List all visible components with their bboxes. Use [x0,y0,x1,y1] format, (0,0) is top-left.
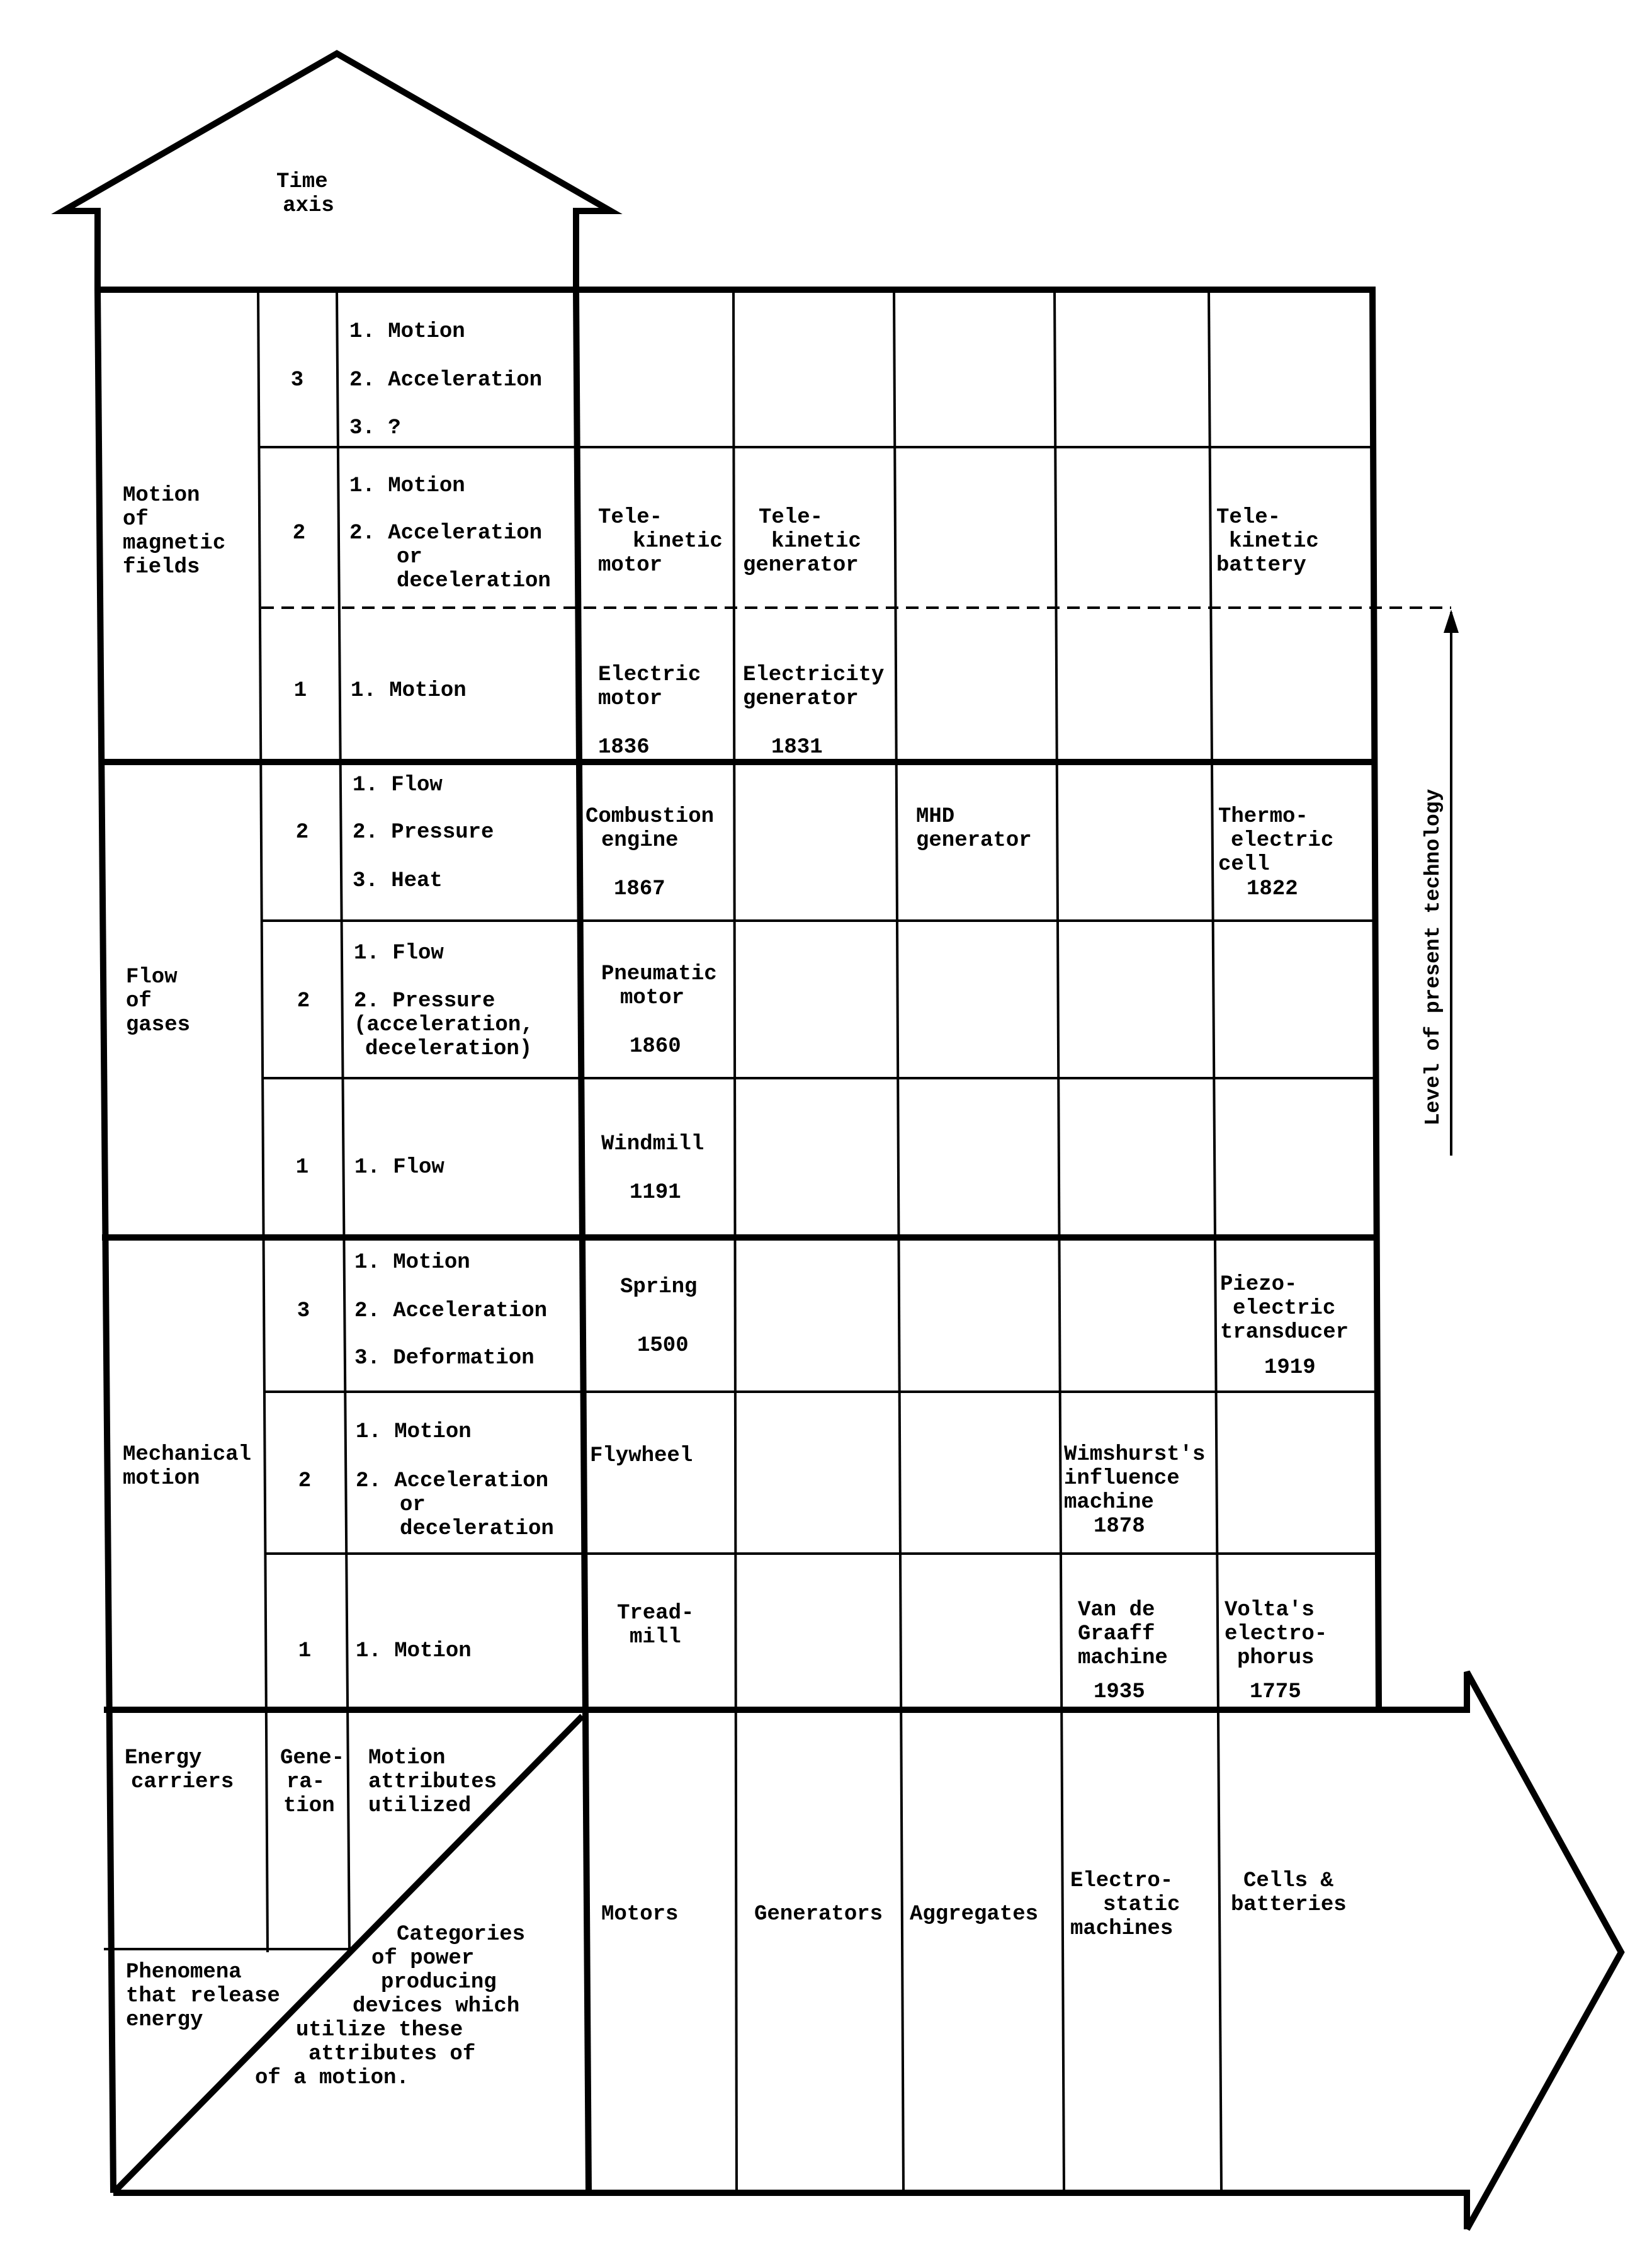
left-block-divider [576,290,589,2193]
carrier-mechanical-motion: Mechanical motion [123,1443,252,1491]
attributes-row-5: 1. Flow 2. Pressure (acceleration, deceleration) [354,941,534,1061]
device-voltas-electrophorus: Volta's electro- phorus 1775 [1225,1598,1328,1704]
generation-number: 1 [295,1156,309,1180]
header-device-categories: Categories of power producing devices which utilize these attributes of of a motion. [255,1923,526,2090]
attributes-row-7: 1. Motion 2. Acceleration 3. Deformation [354,1251,548,1370]
generation-column [291,368,311,1663]
attributes-row-2: 1. Motion 2. Acceleration or deceleration [349,474,551,593]
carrier-flow-of-gases: Flow of gases [126,965,191,1037]
header-phenomena: Phenomena that release energy [126,1960,280,2032]
generation-number: 1 [298,1639,312,1663]
time-axis-label: Time axis [276,170,334,218]
device-van-de-graaff: Van de Graaff machine 1935 [1078,1598,1168,1704]
device-telekinetic-generator: Tele- kinetic generator [743,506,861,577]
column-motors: Motors [601,1902,679,1926]
device-thermoelectric-cell: Thermo- electric cell 1822 [1218,805,1334,901]
column-aggregates: Aggregates [910,1902,1039,1926]
generation-number: 2 [297,989,310,1013]
device-electric-motor: Electric motor 1836 [598,663,701,759]
device-pneumatic-motor: Pneumatic motor 1860 [601,962,717,1059]
column-electrostatic-machines: Electro- static machines [1070,1869,1180,1941]
attributes-row-9: 1. Motion [356,1639,472,1663]
device-piezoelectric-transducer: Piezo- electric transducer 1919 [1220,1273,1349,1380]
generation-number: 2 [295,821,309,844]
attributes-row-8: 1. Motion 2. Acceleration or deceleration [356,1420,554,1541]
attributes-row-4: 1. Flow 2. Pressure 3. Heat [353,773,494,893]
device-spring: Spring 1500 [620,1275,698,1358]
attributes-row-3: 1. Motion [351,679,467,703]
column-generators: Generators [754,1902,883,1926]
technology-level-arrowhead [1444,610,1459,633]
level-arrow-outline [1379,1672,1621,2229]
generation-number: 3 [297,1299,310,1323]
attributes-row-6: 1. Flow [354,1156,444,1180]
generation-number: 2 [298,1469,312,1493]
device-combustion-engine: Combustion engine 1867 [586,805,715,901]
device-flywheel: Flywheel [590,1444,693,1468]
device-wimshurst-machine: Wimshurst's influence machine 1878 [1064,1443,1206,1538]
carrier-magnetic-fields: Motion of magnetic fields [123,484,226,579]
main-frame-left [98,290,113,2193]
device-windmill: Windmill 1191 [601,1132,704,1205]
main-frame-bottom [113,2193,1467,2229]
device-telekinetic-battery: Tele- kinetic battery [1216,506,1319,577]
generation-number: 1 [293,679,307,703]
column-cells-and-batteries: Cells & batteries [1231,1869,1347,1917]
generation-number: 3 [290,368,304,392]
device-mhd-generator: MHD generator [916,805,1032,853]
device-telekinetic-motor: Tele- kinetic motor [598,506,723,577]
header-energy-carriers: Energy carriers [125,1746,234,1794]
generation-number: 2 [292,521,306,545]
main-frame-top [98,290,1379,1710]
level-of-present-technology-label: Level of present technology [1422,788,1445,1126]
attributes-row-1: 1. Motion 2. Acceleration 3. ? [349,320,543,440]
device-electricity-generator: Electricity generator 1831 [743,663,885,759]
header-generation: Gene- ra- tion [280,1746,345,1818]
header-motion-attributes: Motion attributes utilized [368,1746,497,1818]
device-treadmill: Tread- mill [617,1601,694,1649]
